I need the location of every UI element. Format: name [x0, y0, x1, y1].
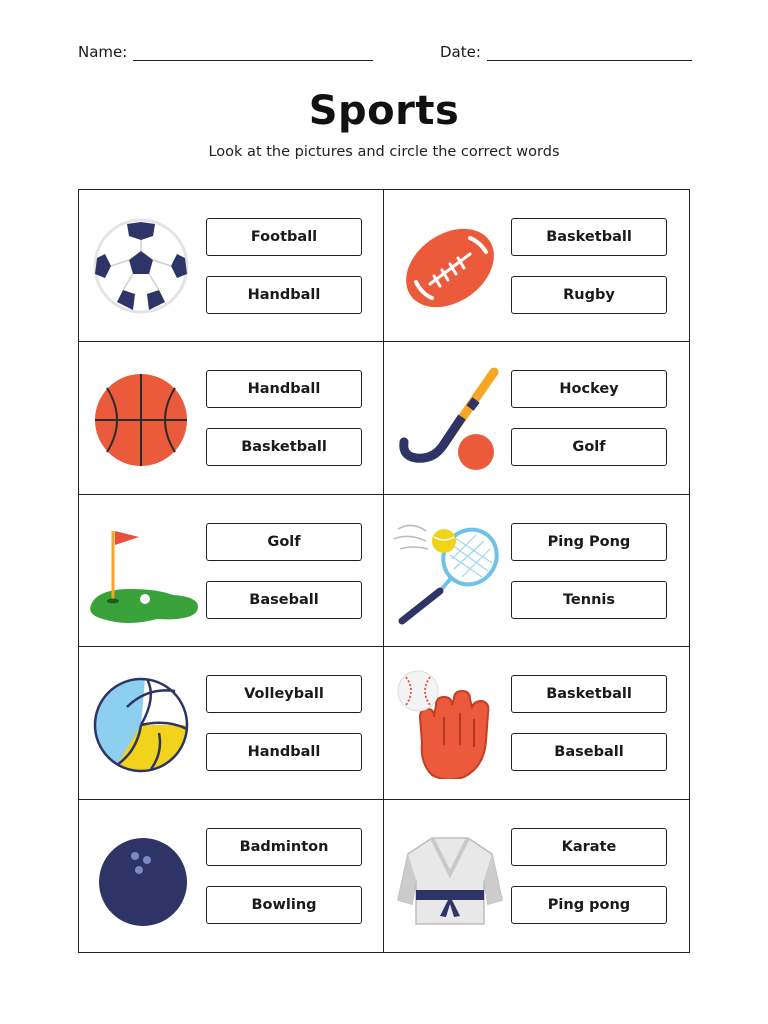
exercise-cell: [384, 190, 689, 342]
answer-option[interactable]: Football: [206, 218, 362, 256]
answer-option[interactable]: Badminton: [206, 828, 362, 866]
answer-option[interactable]: Basketball: [511, 675, 667, 713]
answer-option[interactable]: Rugby: [511, 276, 667, 314]
exercise-grid: [78, 189, 690, 953]
answer-option[interactable]: Ping Pong: [511, 523, 667, 561]
baseball-glove-icon: [392, 667, 508, 779]
hockey-stick-icon: [392, 362, 508, 474]
basketball-icon: [87, 362, 203, 474]
exercise-cell: [384, 647, 689, 799]
soccer-ball-icon: [87, 210, 203, 322]
exercise-cell: [79, 495, 384, 647]
golf-green-icon: [87, 515, 203, 627]
name-line[interactable]: [133, 46, 373, 61]
bowling-ball-icon: [87, 820, 203, 932]
page-title: Sports: [308, 88, 460, 134]
exercise-cell: [384, 495, 689, 647]
date-label: Date:: [440, 43, 481, 61]
exercise-cell: [79, 800, 384, 952]
date-field[interactable]: [440, 43, 692, 61]
volleyball-icon: [87, 667, 203, 779]
instructions: Look at the pictures and circle the correct words: [208, 144, 560, 160]
rugby-ball-icon: [392, 210, 508, 322]
exercise-cell: [384, 342, 689, 494]
answer-option[interactable]: Golf: [511, 428, 667, 466]
date-line[interactable]: [487, 46, 692, 61]
exercise-cell: [79, 342, 384, 494]
answer-option[interactable]: Handball: [206, 370, 362, 408]
answer-option[interactable]: Handball: [206, 276, 362, 314]
answer-option[interactable]: Golf: [206, 523, 362, 561]
exercise-cell: [384, 800, 689, 952]
answer-option[interactable]: Basketball: [206, 428, 362, 466]
answer-option[interactable]: Basketball: [511, 218, 667, 256]
tennis-racket-icon: [392, 515, 508, 627]
answer-option[interactable]: Karate: [511, 828, 667, 866]
answer-option[interactable]: Baseball: [206, 581, 362, 619]
answer-option[interactable]: Ping pong: [511, 886, 667, 924]
answer-option[interactable]: Tennis: [511, 581, 667, 619]
name-label: Name:: [78, 43, 128, 61]
answer-option[interactable]: Volleyball: [206, 675, 362, 713]
answer-option[interactable]: Baseball: [511, 733, 667, 771]
karate-gi-icon: [392, 820, 508, 932]
answer-option[interactable]: Hockey: [511, 370, 667, 408]
answer-option[interactable]: Handball: [206, 733, 362, 771]
exercise-cell: [79, 190, 384, 342]
answer-option[interactable]: Bowling: [206, 886, 362, 924]
exercise-cell: [79, 647, 384, 799]
name-field[interactable]: [78, 43, 373, 61]
